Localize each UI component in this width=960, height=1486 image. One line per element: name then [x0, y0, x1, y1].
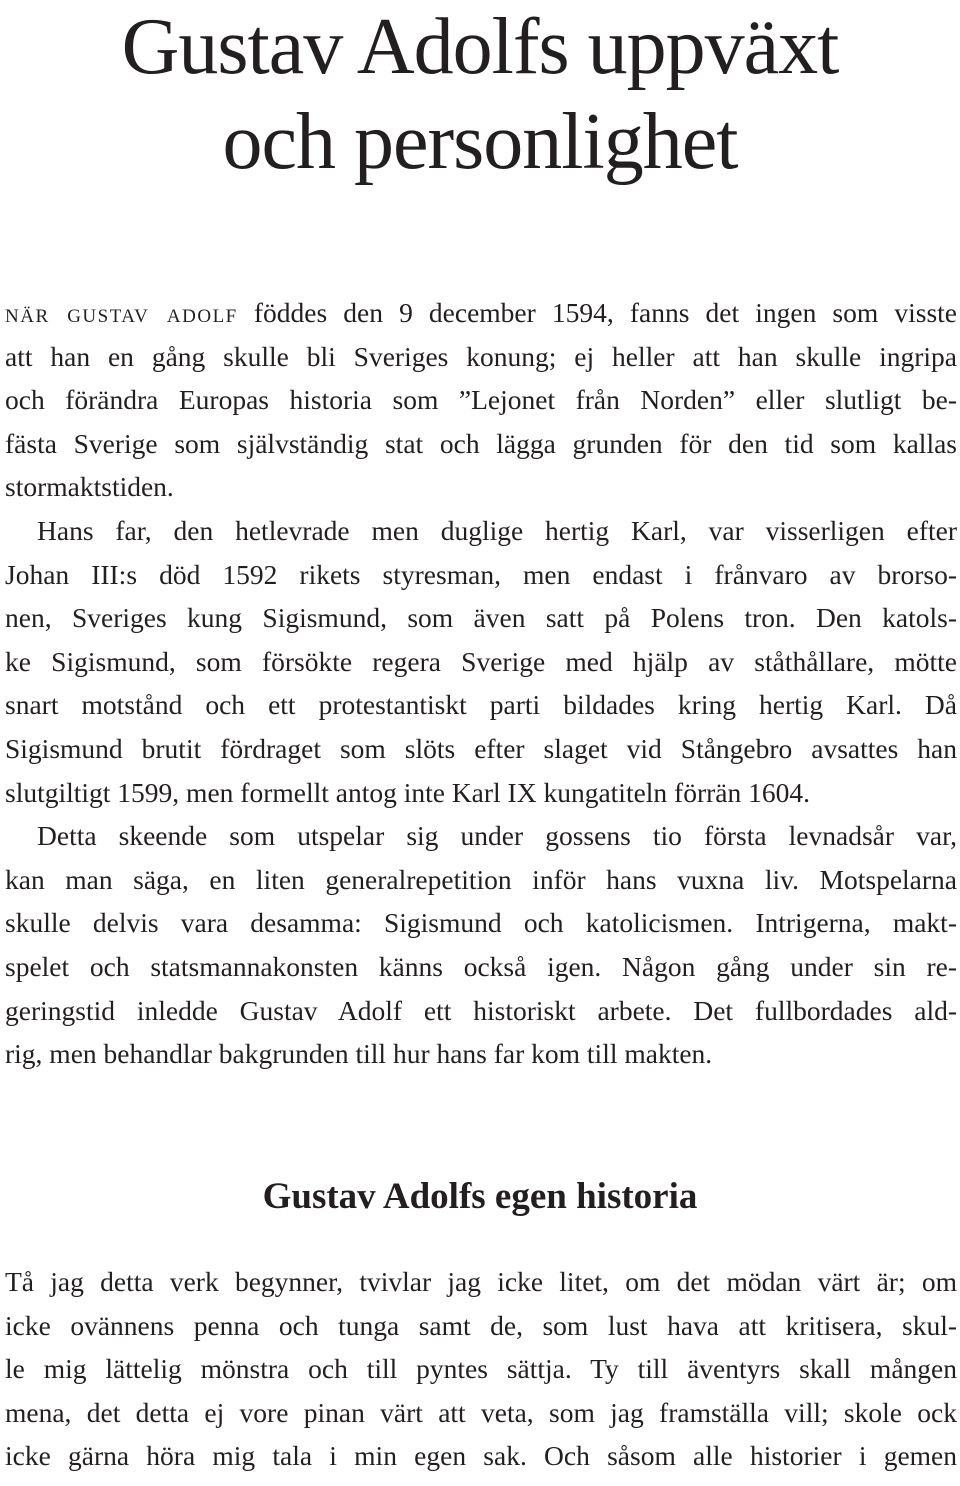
text-line: slutgiltigt 1599, men formellt antog inte Karl IX kungatiteln förrän 1604. [5, 776, 810, 808]
text-line: Tå jag detta verk begynner, tvivlar jag icke litet, om det mödan värt är; om [5, 1266, 957, 1297]
text-line [5, 291, 957, 335]
text-line: mena, det detta ej vore pinan värt att veta, som jag framställa vill; skole ock [5, 1396, 957, 1428]
text-line: fästa Sverige som självständig stat och lägga grunden för den tid som kallas [5, 427, 957, 459]
text-line: och förändra Europas historia som ”Lejonet från Norden” eller slutligt be- [5, 384, 957, 416]
text-line: ke Sigismund, som försökte regera Sverige med hjälp av ståthållare, mötte [5, 645, 957, 677]
chapter-title [0, 0, 960, 190]
text-line-fragment: föddes den 9 december 1594, fanns det ingen som visste [237, 297, 957, 328]
text-line: icke gärna höra mig tala i min egen sak. Och såsom alle historier i gemen [5, 1440, 957, 1472]
text-line: le mig lättelig mönstra och till pyntes sättja. Ty till äventyrs skall mången [5, 1353, 957, 1385]
text-line: snart motstånd och ett protestantiskt parti bildades kring hertig Karl. Då [5, 689, 957, 721]
chapter-title-line-2: och personlighet [222, 98, 738, 186]
section-heading: Gustav Adolfs egen historia [262, 1176, 698, 1217]
quoted-passage [5, 1260, 957, 1478]
text-line: Hans far, den hetlevrade men duglige hertig Karl, var visserligen efter [37, 514, 957, 546]
intro-paragraphs [5, 291, 957, 1076]
text-line: icke ovännens penna och tunga samt de, som lust hava att kritisera, skul- [5, 1309, 957, 1341]
chapter-title-line-1: Gustav Adolfs uppväxt [121, 3, 839, 91]
text-line: stormaktstiden. [5, 471, 174, 503]
text-line: kan man säga, en liten generalrepetition inför hans vuxna liv. Motspelarna [5, 863, 957, 895]
lead-in-smallcaps: när gustav adolf [5, 297, 238, 328]
text-line: Detta skeende som utspelar sig under gossens tio första levnadsår var, [37, 820, 957, 852]
text-line: skulle delvis vara desamma: Sigismund och katolicismen. Intrigerna, makt- [5, 907, 957, 939]
text-line: Johan III:s död 1592 rikets styresman, men endast i frånvaro av brorso- [5, 558, 957, 590]
text-line: att han en gång skulle bli Sveriges konung; ej heller att han skulle ingripa [5, 340, 957, 372]
text-line: geringstid inledde Gustav Adolf ett historiskt arbete. Det fullbordades ald- [5, 994, 957, 1026]
text-line: rig, men behandlar bakgrunden till hur hans far kom till makten. [5, 1038, 713, 1070]
text-line: Sigismund brutit fördraget som slöts efter slaget vid Stångebro avsattes han [5, 732, 957, 764]
text-line: spelet och statsmannakonsten känns också igen. Någon gång under sin re- [5, 950, 957, 982]
text-line: nen, Sveriges kung Sigismund, som även satt på Polens tron. Den katols- [5, 602, 957, 634]
